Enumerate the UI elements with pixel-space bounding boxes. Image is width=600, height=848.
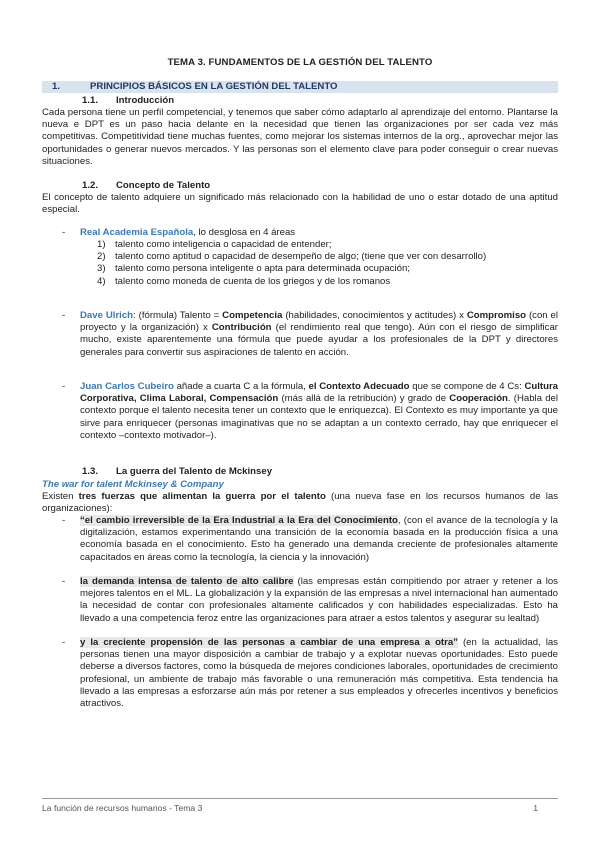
subsection-1-1-heading [82,95,174,106]
talent-concept-paragraph: El concepto de talento adquiere un significado más relacionado con la habilidad de uno o estar dotado de una aptitud especial. [42,192,558,216]
force-item: - la demanda intensa de talento de alto calibre (las empresas están compitiendo por atraer y retener a los mejores talentos en el ML. La globalización y la expansión de las empresas a nivel internacional han aumentado la necesidad de contar con profesionales altamente calificados y con habilidades especializadas. Esto ha llevado a una competencia feroz entre las organizaciones para atraer a estos talentos y asegurar su lealtad) [62,576,558,624]
section-number: 1. [52,81,61,92]
war-for-talent-title: The war for talent Mckinsey & Company [42,479,224,490]
footer-text: La función de recursos humanos - Tema 3 [42,803,203,813]
subsection-title: Concepto de Talento [116,180,211,191]
footer-divider [42,798,558,799]
list-item: 2) talento como aptitud o capacidad de desempeño de algo; (tiene que ver con desarrollo) [97,251,487,263]
subsection-number: 1.3. [82,466,99,477]
subsection-number: 1.1. [82,95,99,106]
list-item: 1) talento como inteligencia o capacidad de entender; [97,239,332,250]
force-item: - y la creciente propensión de las personas a cambiar de una empresa a otra” (en la actualidad, las personas tienen una mayor disposición a cambiar de trabajo y a explotar nuevas oportunidades. Esto puede deberse a diversos factores, como la búsqueda de mejores condiciones laborales, oportunidades de crecimiento profesional, un ambiente de trabajo más favorable o una remuneración más competitiva. Esta tendencia ha llevado a las empresas a esforzarse aún más por retener a sus empleados y ofrecerles incentivos y beneficios atractivos. [62,637,558,710]
bullet-dash: - [62,637,66,648]
subsection-title: La guerra del Talento de Mckinsey [116,466,273,477]
rae-name: Real Academia Española [80,227,194,238]
ulrich-name: Dave Ulrich [80,310,134,321]
section-1-heading [42,81,558,93]
bullet-dash: - [62,310,66,321]
bullet-dash: - [62,515,66,526]
list-item: 3) talento como persona inteligente o apta para determinada ocupación; [97,263,410,275]
rae-list [97,239,558,288]
bullet-dash: - [62,576,66,587]
ulrich-formula: Dave Ulrich: (fórmula) Talento = Competencia (habilidades, conocimientos y actitudes) x Compromiso (con el proyecto y la organización) x Contribución (el rendimiento real que tengo). Aún con el riesgo de simplificar mucho, existe aparentemente una fórmula que puede ayudar a los profesionales de la DPT y directores generales para convertir sus aspiraciones de talento en acción. [80,310,559,358]
subsection-number: 1.2. [82,180,99,191]
cubeiro-name: Juan Carlos Cubeiro [80,381,174,392]
bullet-dash: - [62,381,66,392]
three-forces-intro: Existen tres fuerzas que alimentan la guerra por el talento (una nueva fase en los recursos humanos de las organizaciones): [42,491,558,515]
page-number: 1 [533,803,538,813]
subsection-1-2-heading [82,180,210,191]
subsection-title: Introducción [116,95,175,106]
subsection-1-3-heading [82,466,272,477]
bullet-dash: - [62,227,66,238]
force-item: - “el cambio irreversible de la Era Industrial a la Era del Conocimiento, (con el avance de la tecnología y la digitalización, estamos experimentando una transición de la economía basada en la producción física a una economía basada en el conocimiento. Esto ha generado una demanda creciente de profesionales altamente capacitados en áreas como la tecnología, la ciencia y la innovación) [62,515,558,563]
list-item: 4) talento como moneda de cuenta de los griegos y de los romanos [97,275,391,287]
document-title: TEMA 3. FUNDAMENTOS DE LA GESTIÓN DEL TALENTO [167,57,433,68]
cubeiro-formula: Juan Carlos Cubeiro añade a cuarta C a la fórmula, el Contexto Adecuado que se compone de 4 Cs: Cultura Corporativa, Clima Laboral, Compensación (más allá de la retribución) y grado de Cooperación. (Habla del contexto porque el talento necesita tener un contexto que le enriquezca). El Contexto es muy importante ya que sirve para enriquecer (personas imaginativas que no se adaptan a un contexto cerrado, hay que enriquecer el contexto –contexto motivador–). [80,381,559,441]
rae-definition [80,227,558,239]
intro-paragraph: Cada persona tiene un perfil competencial, y tenemos que saber cómo adaptarlo al aprendizaje del entorno. Plantarse la nueva e DPT es un paso hacia delante en la necesidad que tienen las organizaciones por ser cada vez más competitivas. Competitividad tiene muchas fuentes, como mejorar los sistemas internos de la org., aprovechar mejor las oportunidades o generar nuevos mercados. Y las personas son el elemento clave para poder conseguir o crear nuevas situaciones. [42,107,558,167]
rae-text: , lo desglosa en 4 áreas [193,227,296,238]
section-title: PRINCIPIOS BÁSICOS EN LA GESTIÓN DEL TALENTO [90,81,338,92]
